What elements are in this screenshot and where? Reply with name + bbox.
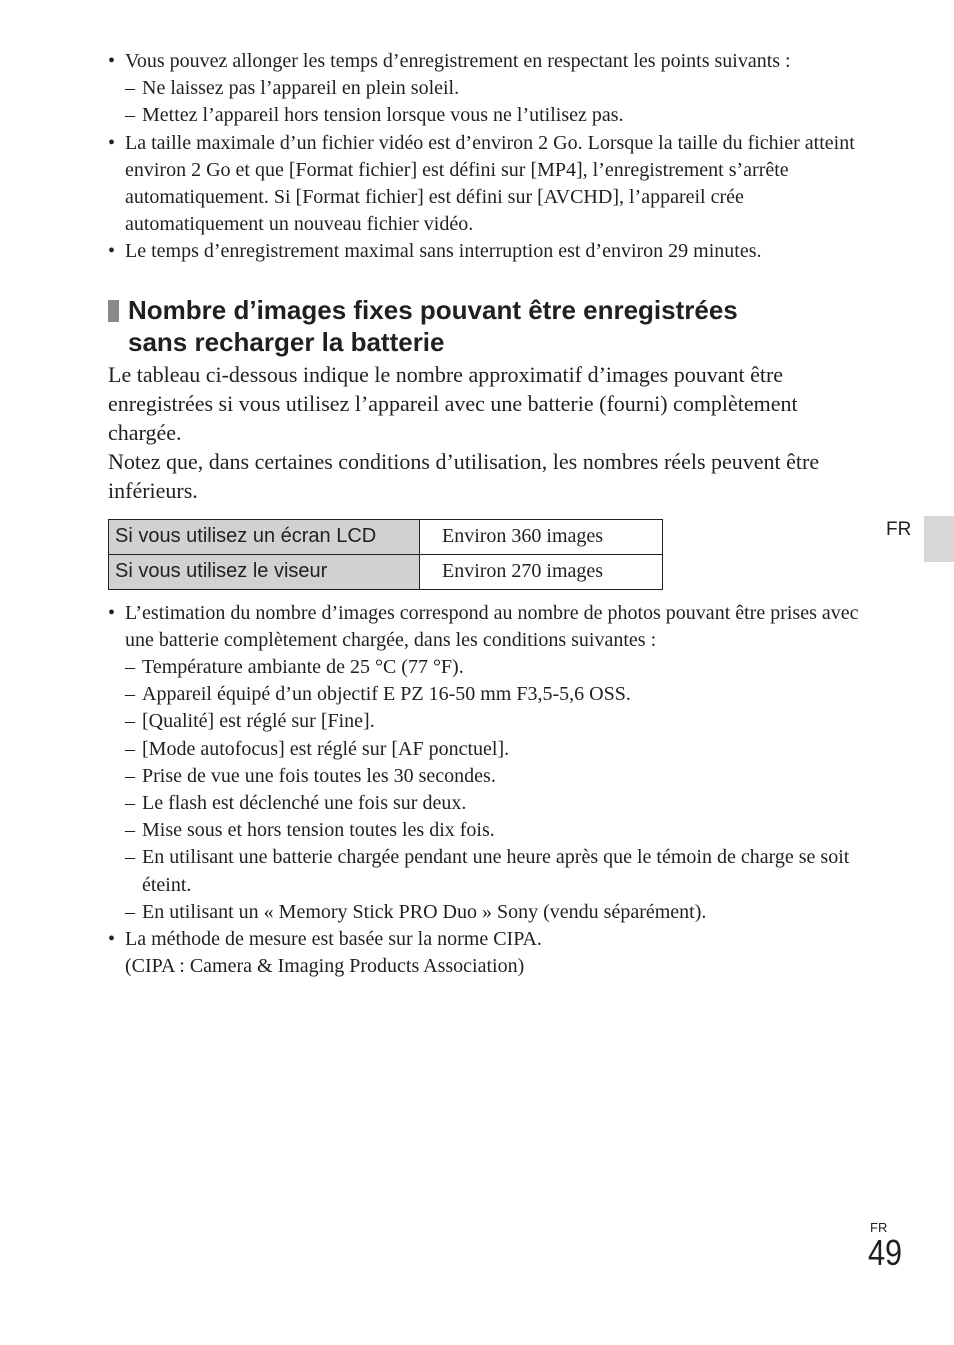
dash-item: – [Qualité] est réglé sur [Fine]. xyxy=(125,708,868,735)
bullet-max-recording-time xyxy=(108,238,868,265)
dash-item: – Ne laissez pas l’appareil en plein soleil. xyxy=(125,75,868,102)
note-paragraph: Notez que, dans certaines conditions d’utilisation, les nombres réels peuvent être inférieurs. xyxy=(108,448,820,503)
dash-item: – Mettez l’appareil hors tension lorsque vous ne l’utilisez pas. xyxy=(125,102,868,129)
bullet-text: La taille maximale d’un fichier vidéo est d’environ 2 Go. Lorsque la taille du fichier atteint environ 2 Go et que [Format fichier] est défini sur [MP4], l’enregistrement s’arrête automatiquement. Si [Format fichier] est défini sur [AVCHD], l’appareil crée automatiquement un nouveau fichier vidéo. xyxy=(125,131,855,236)
page-content xyxy=(108,48,868,980)
table-row xyxy=(109,554,663,589)
intro-paragraph: Le tableau ci-dessous indique le nombre approximatif d’images pouvant être enregistrées si vous utilisez l’appareil avec une batterie (fourni) complètement chargée. xyxy=(108,361,798,445)
bullet-text: Vous pouvez allonger les temps d’enregistrement en respectant les points suivants : xyxy=(125,50,791,72)
bullet-cipa xyxy=(108,926,868,953)
battery-capacity-table xyxy=(108,519,663,590)
bullet-text: Le temps d’enregistrement maximal sans interruption est d’environ 29 minutes. xyxy=(125,240,762,263)
dash-item: – Mise sous et hors tension toutes les dix fois. xyxy=(125,817,868,844)
bullet-subtext: (CIPA : Camera & Imaging Products Association) xyxy=(125,955,525,978)
dash-item: – [Mode autofocus] est réglé sur [AF ponctuel]. xyxy=(125,736,868,763)
dash-item: – En utilisant une batterie chargée pendant une heure après que le témoin de charge se soit éteint. xyxy=(125,844,868,898)
dash-item: – Le flash est déclenché une fois sur deux. xyxy=(125,790,868,817)
table-value-cell: Environ 360 images xyxy=(420,519,663,554)
dash-item: – Température ambiante de 25 °C (77 °F). xyxy=(125,654,868,681)
bullet-recording-tips xyxy=(108,48,868,75)
side-tab-marker xyxy=(924,516,954,562)
dash-item: – En utilisant un « Memory Stick PRO Duo » Sony (vendu séparément). xyxy=(125,899,868,926)
heading-marker-icon xyxy=(108,300,119,322)
heading-line: Nombre d’images fixes pouvant être enregistrées xyxy=(128,294,738,325)
heading-line: sans recharger la batterie xyxy=(128,326,445,357)
page-number: 49 xyxy=(868,1232,903,1273)
table-value-cell: Environ 270 images xyxy=(420,554,663,589)
bullet-text: La méthode de mesure est basée sur la norme CIPA. xyxy=(125,928,542,951)
bullet-file-size xyxy=(108,130,868,239)
section-heading xyxy=(108,294,868,358)
table-label-cell: Si vous utilisez le viseur xyxy=(109,554,420,589)
bullet-estimation xyxy=(108,600,868,654)
table-row xyxy=(109,519,663,554)
bullet-text: L’estimation du nombre d’images correspond au nombre de photos pouvant être prises avec une batterie complètement chargée, dans les conditions suivantes : xyxy=(125,601,859,651)
dash-item: – Prise de vue une fois toutes les 30 secondes. xyxy=(125,763,868,790)
dash-item: – Appareil équipé d’un objectif E PZ 16-50 mm F3,5-5,6 OSS. xyxy=(125,681,868,708)
table-label-cell: Si vous utilisez un écran LCD xyxy=(109,519,420,554)
side-language-label: FR xyxy=(886,519,912,540)
footer-language-label: FR xyxy=(870,1220,888,1235)
